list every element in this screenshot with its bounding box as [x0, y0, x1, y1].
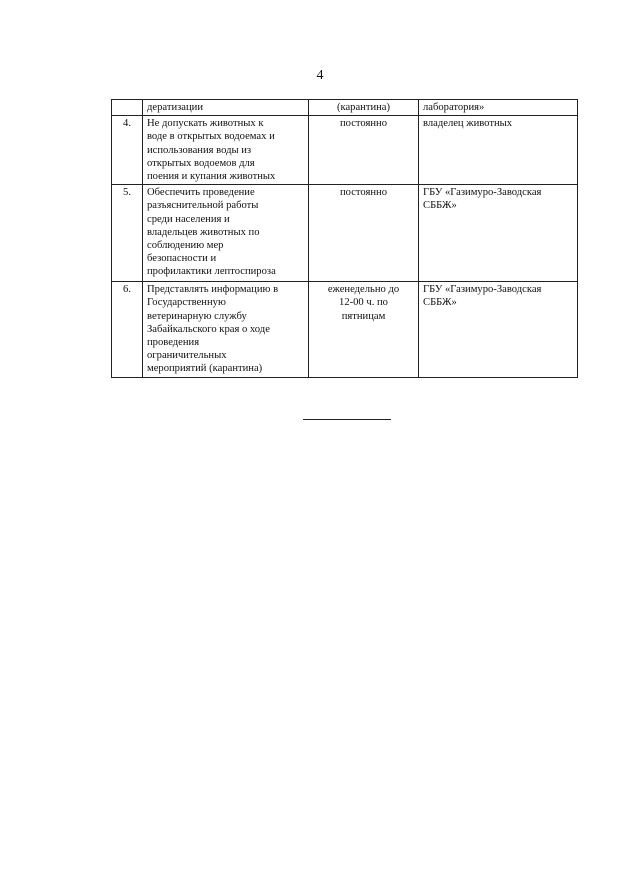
- row-number: 4.: [112, 116, 143, 185]
- row-term: (карантина): [309, 100, 419, 116]
- row-term: постоянно: [309, 116, 419, 185]
- row-action: дератизации: [143, 100, 309, 116]
- row-responsible: лаборатория»: [419, 100, 578, 116]
- table-row: [112, 282, 578, 378]
- table-row: [112, 100, 578, 116]
- row-number: [112, 100, 143, 116]
- end-divider: [303, 419, 391, 420]
- row-action: Представлять информацию в Государственную ветеринарную службу Забайкальского края о ходе проведения ограничительных мероприятий (карантина): [143, 282, 309, 378]
- page-number: 4: [316, 68, 324, 83]
- table-row: [112, 116, 578, 185]
- row-term: еженедельно до 12-00 ч. по пятницам: [309, 282, 419, 378]
- measures-table: [111, 99, 578, 378]
- table-row: [112, 185, 578, 282]
- row-responsible: владелец животных: [419, 116, 578, 185]
- row-term: постоянно: [309, 185, 419, 282]
- row-number: 5.: [112, 185, 143, 282]
- row-responsible: ГБУ «Газимуро-Заводская СББЖ»: [419, 282, 578, 378]
- row-action: Обеспечить проведение разъяснительной работы среди населения и владельцев животных по соблюдению мер безопасности и профилактики лептоспироза: [143, 185, 309, 282]
- row-action: Не допускать животных к воде в открытых водоемах и использования воды из открытых водоемов для поения и купания животных: [143, 116, 309, 185]
- row-number: 6.: [112, 282, 143, 378]
- row-responsible: ГБУ «Газимуро-Заводская СББЖ»: [419, 185, 578, 282]
